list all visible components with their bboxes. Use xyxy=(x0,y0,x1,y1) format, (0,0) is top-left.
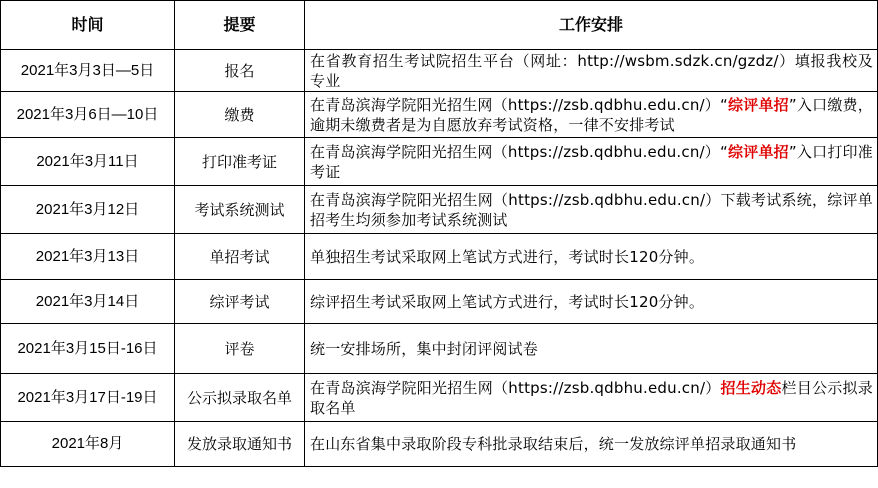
plan-text: 在山东省集中录取阶段专科批录取结束后，统一发放综评单招录取通知书 xyxy=(310,435,797,453)
table-row xyxy=(1,50,878,92)
cell-summary: 公示拟录取名单 xyxy=(175,374,305,422)
cell-plan xyxy=(305,138,878,186)
schedule-body xyxy=(1,50,878,467)
cell-time: 2021年3月15日-16日 xyxy=(1,324,175,374)
header-row xyxy=(1,1,878,50)
header-time: 时间 xyxy=(1,1,175,50)
cell-plan xyxy=(305,92,878,138)
table-row xyxy=(1,422,878,467)
plan-text: 在青岛滨海学院阳光招生网（https://zsb.qdbhu.edu.cn/）“ xyxy=(310,142,728,161)
cell-time: 2021年3月3日—5日 xyxy=(1,50,175,92)
table-row xyxy=(1,324,878,374)
cell-summary: 考试系统测试 xyxy=(175,186,305,234)
highlight-text: 综评单招 xyxy=(728,142,789,161)
cell-plan xyxy=(305,374,878,422)
plan-text: 在青岛滨海学院阳光招生网（https://zsb.qdbhu.edu.cn/） xyxy=(310,378,721,397)
table-row xyxy=(1,234,878,280)
table-row xyxy=(1,138,878,186)
plan-text: 在省教育招生考试院招生平台（网址：http://wsbm.sdzk.cn/gzdz/）填报我校及专业 xyxy=(310,51,873,90)
cell-summary: 发放录取通知书 xyxy=(175,422,305,467)
cell-time: 2021年8月 xyxy=(1,422,175,467)
cell-summary: 综评考试 xyxy=(175,280,305,324)
highlight-text: 综评单招 xyxy=(728,95,789,114)
cell-summary: 打印准考证 xyxy=(175,138,305,186)
header-plan: 工作安排 xyxy=(305,1,878,50)
header-summary: 提要 xyxy=(175,1,305,50)
plan-text: 综评招生考试采取网上笔试方式进行，考试时长120分钟。 xyxy=(310,292,705,311)
cell-plan xyxy=(305,324,878,374)
table-row xyxy=(1,374,878,422)
cell-summary: 评卷 xyxy=(175,324,305,374)
cell-summary: 缴费 xyxy=(175,92,305,138)
table-row xyxy=(1,186,878,234)
cell-plan xyxy=(305,50,878,92)
cell-time: 2021年3月11日 xyxy=(1,138,175,186)
highlight-text: 招生动态 xyxy=(720,378,782,397)
plan-text: ”入口缴费，逾期未缴费者是为自愿放弃考试资格，一律不安排考试 xyxy=(310,95,873,134)
plan-text: 单独招生考试采取网上笔试方式进行，考试时长120分钟。 xyxy=(310,247,705,266)
cell-plan xyxy=(305,234,878,280)
cell-time: 2021年3月17日-19日 xyxy=(1,374,175,422)
cell-summary: 单招考试 xyxy=(175,234,305,280)
plan-text: ”入口打印准考证 xyxy=(310,142,873,181)
cell-time: 2021年3月14日 xyxy=(1,280,175,324)
cell-time: 2021年3月13日 xyxy=(1,234,175,280)
table-row xyxy=(1,280,878,324)
plan-text: 在青岛滨海学院阳光招生网（https://zsb.qdbhu.edu.cn/）“ xyxy=(310,95,728,114)
cell-summary: 报名 xyxy=(175,50,305,92)
cell-time: 2021年3月12日 xyxy=(1,186,175,234)
plan-text: 栏目公示拟录取名单 xyxy=(310,378,873,417)
cell-plan xyxy=(305,280,878,324)
plan-text: 在青岛滨海学院阳光招生网（https://zsb.qdbhu.edu.cn/）下载考试系统，综评单招考生均须参加考试系统测试 xyxy=(310,190,873,229)
table-row xyxy=(1,92,878,138)
cell-plan xyxy=(305,186,878,234)
cell-time: 2021年3月6日—10日 xyxy=(1,92,175,138)
plan-text: 统一安排场所，集中封闭评阅试卷 xyxy=(310,339,539,358)
cell-plan xyxy=(305,422,878,467)
